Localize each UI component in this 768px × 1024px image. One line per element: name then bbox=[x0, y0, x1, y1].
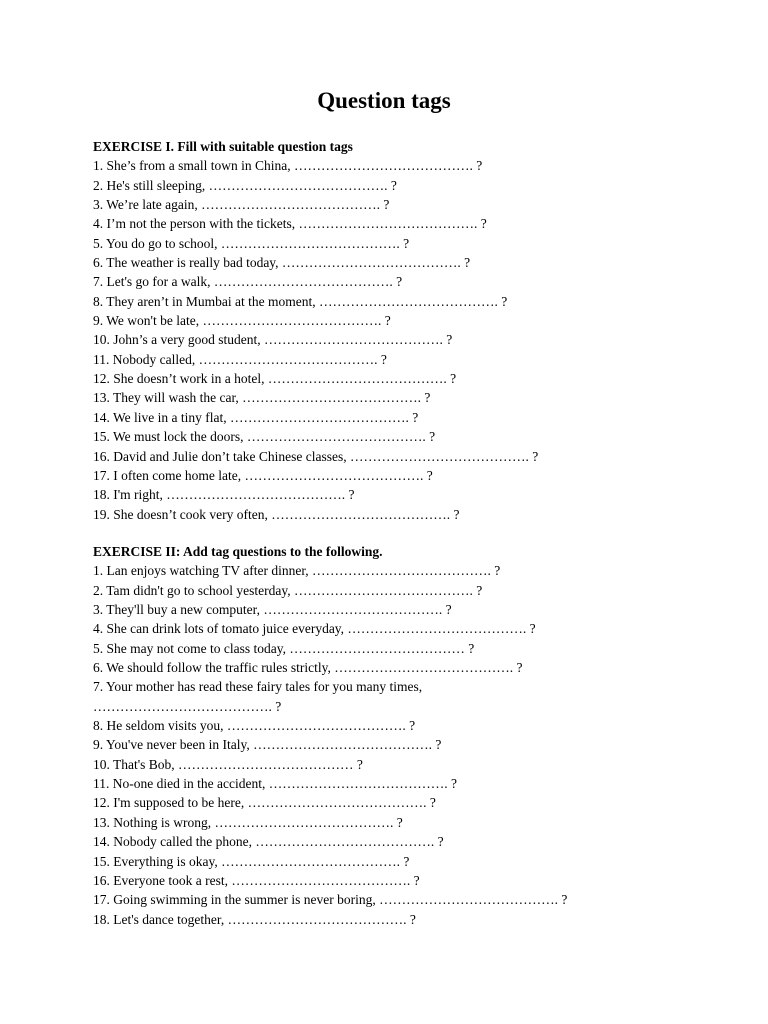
exercise-2-heading: EXERCISE II: Add tag questions to the following. bbox=[93, 544, 383, 559]
exercise-2-item-2: 2. Tam didn't go to school yesterday, …………………………………. ? bbox=[93, 582, 483, 598]
exercise-1-item-3: 3. We’re late again, …………………………………. ? bbox=[93, 197, 390, 213]
exercise-2-item-10: 10. That's Bob, ………………………………… ? bbox=[93, 756, 363, 772]
exercise-1-item-8: 8. They aren’t in Mumbai at the moment, …………………………………. ? bbox=[93, 293, 508, 309]
exercise-2-item-4: 4. She can drink lots of tomato juice everyday, …………………………………. ? bbox=[93, 621, 536, 637]
exercise-2-item-16: 16. Everyone took a rest, …………………………………. ? bbox=[93, 872, 420, 888]
exercise-1-item-14: 14. We live in a tiny flat, …………………………………. ? bbox=[93, 409, 419, 425]
exercise-1-item-15: 15. We must lock the doors, …………………………………. ? bbox=[93, 429, 436, 445]
exercise-2-item-5: 5. She may not come to class today, ………………………………… ? bbox=[93, 640, 475, 656]
exercise-2-item-17: 17. Going swimming in the summer is never boring, …………………………………. ? bbox=[93, 892, 568, 908]
exercise-2-item-7: 7. Your mother has read these fairy tales for you many times, …………………………………. ? bbox=[93, 679, 423, 714]
exercise-2-item-18: 18. Let's dance together, …………………………………. ? bbox=[93, 911, 416, 927]
exercise-1-item-19: 19. She doesn’t cook very often, …………………………………. ? bbox=[93, 506, 460, 522]
exercise-1-item-17: 17. I often come home late, …………………………………. ? bbox=[93, 467, 433, 483]
exercise-2-item-13: 13. Nothing is wrong, …………………………………. ? bbox=[93, 814, 403, 830]
exercise-1-item-11: 11. Nobody called, …………………………………. ? bbox=[93, 351, 387, 367]
exercise-1-section bbox=[93, 137, 693, 524]
exercise-1-item-16: 16. David and Julie don’t take Chinese classes, …………………………………. ? bbox=[93, 448, 539, 464]
exercise-2-section bbox=[93, 542, 693, 929]
exercise-1-item-12: 12. She doesn’t work in a hotel, …………………………………. ? bbox=[93, 371, 457, 387]
exercise-1-item-4: 4. I’m not the person with the tickets, …………………………………. ? bbox=[93, 216, 487, 232]
exercise-2-item-6: 6. We should follow the traffic rules strictly, …………………………………. ? bbox=[93, 660, 523, 676]
exercise-1-item-5: 5. You do go to school, …………………………………. ? bbox=[93, 235, 410, 251]
exercise-1-item-2: 2. He's still sleeping, …………………………………. ? bbox=[93, 177, 397, 193]
exercise-1-item-9: 9. We won't be late, …………………………………. ? bbox=[93, 313, 391, 329]
exercise-2-item-12: 12. I'm supposed to be here, …………………………………. ? bbox=[93, 795, 436, 811]
exercise-2-item-14: 14. Nobody called the phone, …………………………………. ? bbox=[93, 834, 444, 850]
exercise-2-item-8: 8. He seldom visits you, …………………………………. ? bbox=[93, 718, 416, 734]
exercise-1-item-1: 1. She’s from a small town in China, …………………………………. ? bbox=[93, 158, 483, 174]
exercise-1-item-7: 7. Let's go for a walk, …………………………………. ? bbox=[93, 274, 403, 290]
page-title: Question tags bbox=[317, 88, 451, 113]
exercise-2-item-15: 15. Everything is okay, …………………………………. ? bbox=[93, 853, 410, 869]
exercise-2-item-3: 3. They'll buy a new computer, …………………………………. ? bbox=[93, 602, 452, 618]
exercise-1-heading: EXERCISE I. Fill with suitable question tags bbox=[93, 139, 353, 154]
exercise-1-item-10: 10. John’s a very good student, …………………………………. ? bbox=[93, 332, 453, 348]
exercise-1-item-13: 13. They will wash the car, …………………………………. ? bbox=[93, 390, 431, 406]
exercise-2-item-11: 11. No-one died in the accident, …………………………………. ? bbox=[93, 776, 457, 792]
exercise-1-item-18: 18. I'm right, …………………………………. ? bbox=[93, 487, 355, 503]
exercise-2-item-1: 1. Lan enjoys watching TV after dinner, …………………………………. ? bbox=[93, 563, 501, 579]
exercise-2-item-9: 9. You've never been in Italy, …………………………………. ? bbox=[93, 737, 442, 753]
exercise-1-item-6: 6. The weather is really bad today, …………………………………. ? bbox=[93, 255, 471, 271]
